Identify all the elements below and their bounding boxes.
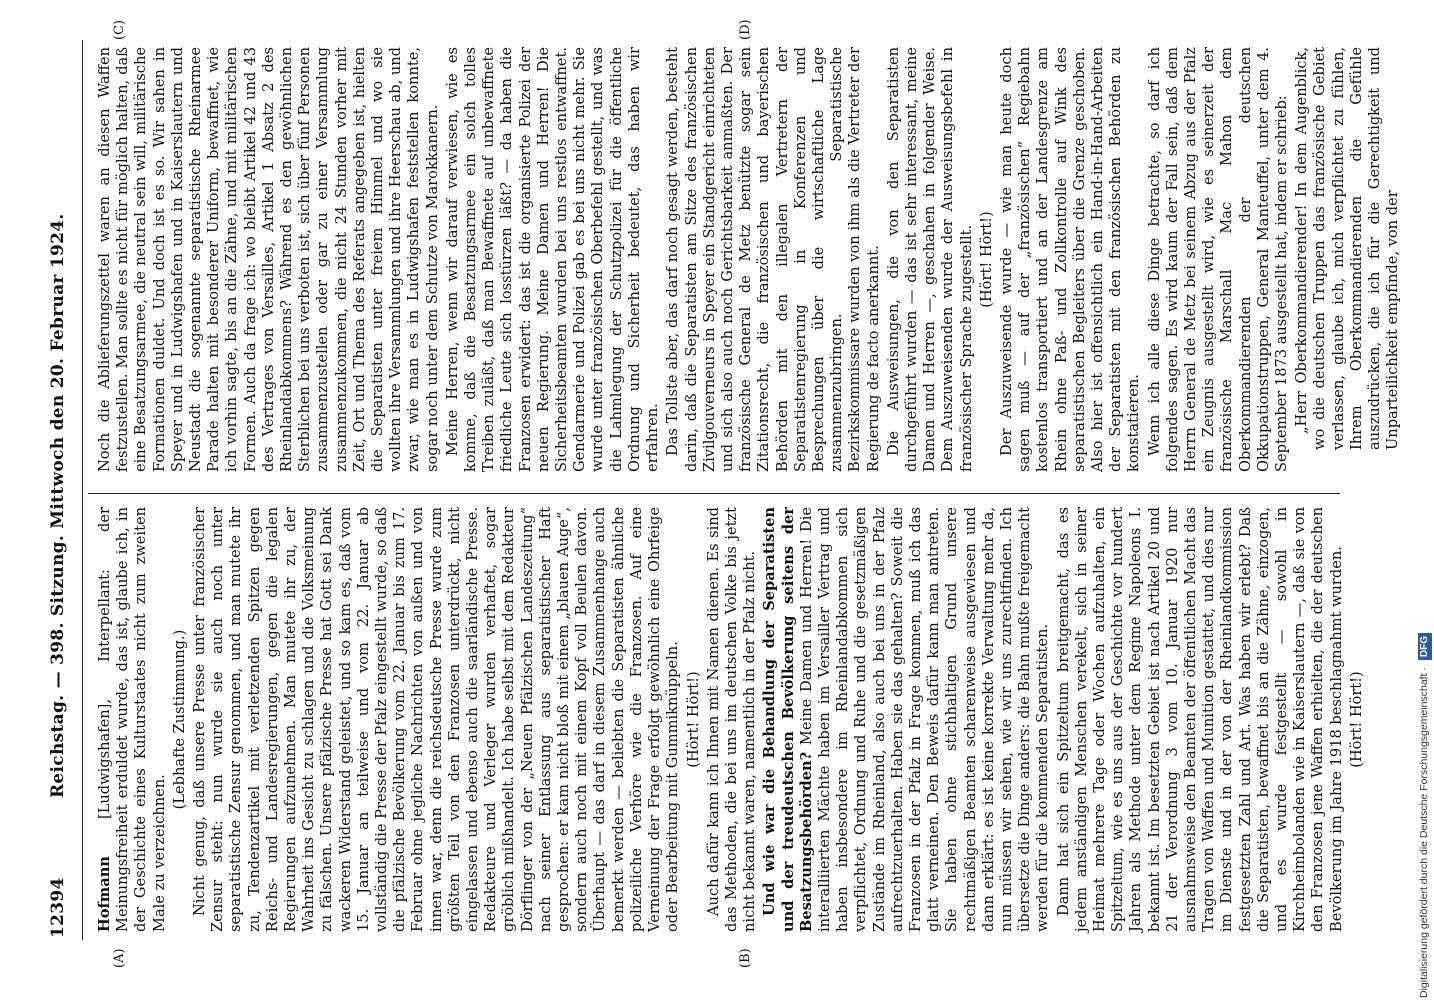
column-divider (88, 493, 1340, 494)
paragraph: Dann hat sich ein Spitzeltum breitgemacht, das es jedem anständigen Menschen verekelt, sich in seiner Heimat mehrere Tage oder Wochen aufzuhalten, ein Spitzeltum, wie es uns aus der Geschichte vor hundert Jahren als Methode unter dem Regime Napoleons I. bekannt ist. Im besetzten Gebiet ist nach Artikel 20 und 21 der Verordnung 3 vom 10. Januar 1920 nur ausnahmsweise den Beamten der öffentlichen Macht das Tragen von Waffen und Munition gestattet, und dies nur im Dienste und in der von der Rheinlandkommission festgesetzten Zahl und Art. Was haben wir erlebt? Daß die Separatisten, bewaffnet bis an die Zähne, einzogen, und es wurde festgestellt — sowohl in Kirchheimbolanden wie in Kaiserslautern —, daß sie von den Franzosen jene Waffen erhielten, die der deutschen Bevölkerung im Jahre 1918 beschlagnahmt wurden. (1054, 507, 1345, 932)
dfg-logo: DFG (1418, 633, 1432, 660)
left-column (96, 507, 1368, 932)
margin-mark-b: (B) (738, 948, 753, 968)
quotation-text: „Herr Oberkommandierender! In dem Augenblick, wo die deutschen Truppen das französische Gebiet verlassen, glaube ich, mich verpflichtet zu fühlen, Ihrem Oberkommandierenden die Gefühle auszudrücken, die ich für die Gerechtigkeit und Unparteilichkeit empfinde, von der (1293, 47, 1402, 450)
interjection: (Hört! Hört!) (977, 211, 995, 308)
paragraph: Meine Herren, wenn wir darauf verwiesen, wie es komme, daß die Besatzungsarmee ein solch tolles Treiben zuläßt, daß man Bewaffnete auf unbewaffnete friedliche Leute sich losstürzen läßt? — da haben die Franzosen erwidert: das ist die organisierte Polizei der neuen Regierung. Meine Damen und Herren! Die Sicherheitsbeamten wurden bei uns restlos entwaffnet. Gendarmerie und Polizei gab es bei uns nicht mehr. Sie wurde unter französischen Oberbefehl gestellt, und was die Lahmlegung der Schutzpolizei für die öffentliche Ordnung und Sicherheit bedeutet, das haben wir erfahren. (443, 47, 662, 472)
digitization-credit: Digitalisierung gefördert durch die Deutsche Forschungsgemeinschaft · DFG (1415, 8, 1433, 998)
page-title: Reichstag. — 398. Sitzung. Mittwoch den 20. Februar 1924. (48, 213, 68, 798)
interjection: (Hört! Hört!) (1347, 671, 1365, 768)
speaker-name: Hofmann (96, 856, 113, 932)
paragraph: Der Auszuweisende wurde — wie man heute doch sagen muß — auf der „französischen“ Regiebahn kostenlos transportiert und an der Landesgrenze am Rhein ohne Paß- und Zollkontrolle auf Wink des separatistischen Begleiters über die Grenze geschoben. Also hier ist offensichtlich ein Hand-in-Hand-Arbeiten der Separatisten mit den französischen Behörden zu konstatieren. (997, 47, 1143, 472)
paragraph: Noch die Ablieferungszettel waren an diesen Waffen festzustellen. Man sollte es nicht für möglich halten, daß eine Besatzungsarmee, die neutral sein will, militärische Formationen duldet. Und doch ist es so. Wir sahen in Speyer und in Ludwigshafen und in Kaiserslautern und Neustadt die sogenannte separatistische Rheinarmee Parade halten mit besonderer Uniform, bewaffnet, wie ich vorhin sagte, bis an die Zähne, und mit militärischen Formen. Auch da frage ich: wo bleibt Artikel 42 und 43 des Vertrages von Versailles, Artikel 1 Absatz 2 des Rheinlandabkommens? Während es den gewöhnlichen Sterblichen bei uns verboten ist, sich über fünf Personen zusammenzustellen oder gar zu einer Versammlung zusammenzukommen, die nicht 24 Stunden vorher mit Zeit, Ort und Thema des Referats angegeben ist, hielten die Separatisten unter freiem Himmel und wo sie wollten ihre Versammlungen und ihre Heerschau ab, und zwar, wie man es in Ludwigshafen feststellen konnte, sogar noch unter dem Schutze von Marokkanern. (96, 47, 441, 472)
interjection: (Hört! Hört!) (684, 671, 702, 768)
margin-mark-d: (D) (738, 19, 753, 40)
paragraph: Das Tollste aber, das darf noch gesagt werden, besteht darin, daß die Separatisten am Sitze des französischen Zivilgouverneurs in Speyer ein Standgericht einrichteten und sich also auch noch Gerichtsbarkeit anmaßten. Der französische General de Metz benützte sogar sein Zitationsrecht, die französischen und bayerischen Behörden mit den illegalen Vertretern der Separatistenregierung in Konferenzen und Besprechungen über die wirtschaftliche Lage zusammenzubringen. Separatistische Bezirkskommissare wurden von ihm als die Vertreter der Regierung de facto anerkannt. (664, 47, 882, 472)
margin-mark-a: (A) (112, 948, 127, 968)
paragraph (761, 507, 1052, 932)
header-rule (82, 40, 83, 940)
paragraph (96, 507, 169, 932)
paragraph-text: Meine Damen und Herren! Die interalliierten Mächte haben im Versailler Vertrag und haben insbesondere im Rheinlandabkommen sich verpflichtet, Ordnung und Ruhe und die gesetzmäßigen Zustände im Rheinland, also auch bei uns in der Pfalz aufrechtzuerhalten. Haben sie das gehalten? Soweit die Franzosen in der Pfalz in Frage kommen, muß ich das glatt verneinen. Den Beweis dafür kann man antreten. Sie haben ohne stichhaltigen Grund unsere rechtmäßigen Beamten scharenweise ausgewiesen und dann erklärt: es ist keine korrekte Verwaltung mehr da, nun müssen wir sehen, wie wir uns zurechtfinden. Ich übersetze die Dinge anders: die Bahn mußte freigemacht werden für die kommenden Separatisten. (797, 507, 1052, 932)
page-header (42, 40, 76, 938)
margin-mark-c: (C) (112, 19, 127, 40)
page-number: 12394 (48, 877, 68, 938)
credit-text: Digitalisierung gefördert durch die Deutsche Forschungsgemeinschaft (1418, 673, 1430, 998)
paragraph: Die Ausweisungen, die von den Separatisten durchgeführt wurden — das ist sehr interessant, meine Damen und Herren —, geschahen in folgender Weise. Dem Auszuweisenden wurde der Ausweisungsbefehl in französischer Sprache zugestellt. (884, 47, 975, 472)
scanned-page (0, 10, 1410, 990)
paragraph-text: der Meinungsfreiheit erduldet wurde, das ist, glaube ich, in der Geschichte eines Kulturstaates nicht zum zweiten Male zu verzeichnen. (96, 507, 168, 932)
speaker-constituency: [Ludwigshafen], Interpellant: (96, 569, 113, 819)
quotation (1293, 47, 1402, 472)
paragraph: Wenn ich alle diese Dinge betrachte, so darf ich folgendes sagen. Es wird kaum der Fall sein, daß dem Herrn General de Metz bei seinem Abzug aus der Pfalz ein Zeugnis ausgestellt wird, wie es seinerzeit der französische Marschall Mac Mahon dem Oberkommandierenden der deutschen Okkupationstruppen, General Manteuffel, unter dem 4. September 1873 ausgestellt hat, indem er schrieb: (1145, 47, 1290, 472)
paragraph: Auch dafür kann ich Ihnen mit Namen dienen. Es sind das Methoden, die bei uns im deutschen Volke bis jetzt nicht bekannt waren, namentlich in der Pfalz nicht. (704, 507, 759, 932)
right-column (96, 47, 1404, 472)
paragraph: Nicht genug, daß unsere Presse unter französischer Zensur steht: nun wurde sie auch noch unter separatistische Zensur genommen, und man mutete ihr zu, Tendenzartikel mit verletzenden Spitzen gegen Reichs- und Landesregierungen, gegen die legalen Regierungen aufzunehmen. Man mutete ihr zu, der Wahrheit ins Gesicht zu schlagen und die Volksmeinung zu fälschen. Unsere pfälzische Presse hat Gott sei Dank wackeren Widerstand geleistet, und so kam es, daß vom 15. Januar an teilweise und vom 22. Januar ab vollständig die Presse der Pfalz eingestellt wurde, so daß die pfälzische Bevölkerung vom 22. Januar bis zum 17. Februar ohne jegliche Nachrichten von außen und von innen war, denn die reichsdeutsche Presse wurde zum größten Teil von den Franzosen unterdrückt, nicht eingelassen und ebenso auch die saarländische Presse. Redakteure und Verleger wurden verhaftet, sogar gröblich mißhandelt. Ich habe selbst mit dem Redakteur Dörflinger von der „Neuen Pfälzischen Landeszeitung“ nach seiner Entlassung aus separatistischer Haft gesprochen: er kam nicht bloß mit einem „blauen Auge“, sondern auch noch mit einem Kopf voll Beulen davon. Überhaupt — das darf in diesem Zusammenhange auch bemerkt werden — beliebten die Separatisten ähnliche polizeiliche Verhöre wie die Franzosen. Auf eine Verneinung der Frage erfolgt gewöhnlich eine Ohrfeige oder Bearbeitung mit Gummiknüppeln. (191, 507, 682, 932)
paragraph-lead: Und wie war die Behandlung der Separatisten und der treudeutschen Bevölkerung seitens der Besatzungsbehörden? (761, 507, 815, 932)
interjection: (Lebhafte Zustimmung.) (170, 629, 188, 810)
